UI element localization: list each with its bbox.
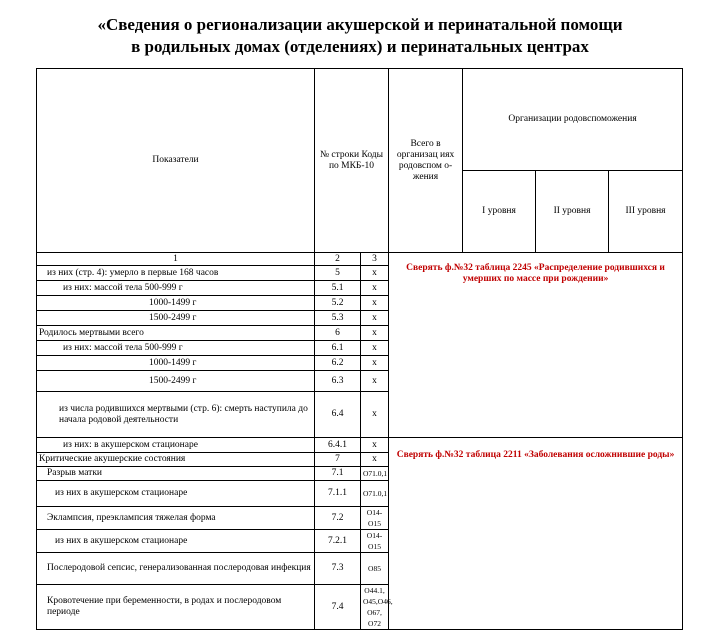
table-row-label: Послеродовой сепсис, генерализованная послеродовая инфекция bbox=[37, 553, 315, 585]
table-row-label: из них: в акушерском стационаре bbox=[37, 438, 315, 453]
table-row-code: х bbox=[361, 392, 389, 438]
table-row-code: О14-О15 bbox=[361, 530, 389, 553]
table-row-label: из них в акушерском стационаре bbox=[37, 530, 315, 553]
table-row-code: х bbox=[361, 281, 389, 296]
table-row-code: О44.1, О45,О46, О67, О72 bbox=[361, 585, 389, 630]
table-row-number: 7.2 bbox=[315, 507, 361, 530]
table-row-number: 5.1 bbox=[315, 281, 361, 296]
table-row-number: 7.4 bbox=[315, 585, 361, 630]
header-icd-codes: Коды по МКБ-10 bbox=[328, 149, 384, 171]
table-row-label: Кровотечение при беременности, в родах и послеродовом периоде bbox=[37, 585, 315, 630]
table-row-number: 6.2 bbox=[315, 356, 361, 371]
table-row-code: О85 bbox=[361, 553, 389, 585]
table-row-label: из них: массой тела 500-999 г bbox=[37, 341, 315, 356]
table-row-number: 7.1 bbox=[315, 467, 361, 481]
table-row-label: Критические акушерские состояния bbox=[37, 453, 315, 467]
table-row-number: 6.4 bbox=[315, 392, 361, 438]
table-row-label: Разрыв матки bbox=[37, 467, 315, 481]
table-row-code: х bbox=[361, 311, 389, 326]
table-row-label: из них (стр. 4): умерло в первые 168 часов bbox=[37, 266, 315, 281]
document-title-line-1: «Сведения о регионализации акушерской и перинатальной помощи bbox=[97, 15, 623, 34]
table-row-number: 7.2.1 bbox=[315, 530, 361, 553]
table-row-number: 5.3 bbox=[315, 311, 361, 326]
table-row-number: 6.1 bbox=[315, 341, 361, 356]
document-title-line-2: в родильных домах (отделениях) и перинатальных центрах bbox=[131, 37, 589, 56]
note-form-32-table-2211: Сверять ф.№32 таблица 2211 «Заболевания осложнившие роды» bbox=[389, 438, 683, 630]
table-row-label: Эклампсия, преэклампсия тяжелая форма bbox=[37, 507, 315, 530]
column-number-3: 3 bbox=[361, 253, 389, 266]
table-row-number: 6.3 bbox=[315, 371, 361, 392]
table-row-code: х bbox=[361, 341, 389, 356]
table-row-code: х bbox=[361, 296, 389, 311]
table-row-label: 1000-1499 г bbox=[37, 356, 315, 371]
header-level-1: I уровня bbox=[463, 171, 536, 253]
table-row-number: 7.1.1 bbox=[315, 481, 361, 507]
header-level-2: II уровня bbox=[536, 171, 609, 253]
table-row-code: х bbox=[361, 453, 389, 467]
table-row-number: 7 bbox=[315, 453, 361, 467]
table-row-number: 6.4.1 bbox=[315, 438, 361, 453]
header-row-number-and-codes bbox=[315, 69, 389, 253]
table-row-number: 7.3 bbox=[315, 553, 361, 585]
header-row-number: № строки bbox=[319, 149, 360, 160]
column-number-2: 2 bbox=[315, 253, 361, 266]
table-row-label: Родилось мертвыми всего bbox=[37, 326, 315, 341]
table-row-label: из них в акушерском стационаре bbox=[37, 481, 315, 507]
column-number-1: 1 bbox=[37, 253, 315, 266]
table-row-label: из них: массой тела 500-999 г bbox=[37, 281, 315, 296]
table-row-code: х bbox=[361, 266, 389, 281]
table-row-label: из числа родившихся мертвыми (стр. 6): смерть наступила до начала родовой деятельности bbox=[37, 392, 315, 438]
header-indicators: Показатели bbox=[37, 69, 315, 253]
note-form-32-table-2245: Сверять ф.№32 таблица 2245 «Распределение родившихся и умерших по массе при рождении» bbox=[389, 253, 683, 438]
table-row-label: 1500-2499 г bbox=[37, 371, 315, 392]
table-row-code: х bbox=[361, 438, 389, 453]
header-level-3: III уровня bbox=[609, 171, 683, 253]
table-row-code: х bbox=[361, 356, 389, 371]
table-row-code: х bbox=[361, 371, 389, 392]
table-row-label: 1000-1499 г bbox=[37, 296, 315, 311]
header-total: Всего в организац иях родовспом о-жения bbox=[389, 69, 463, 253]
regionalization-table bbox=[36, 68, 683, 630]
table-row-code: О14-О15 bbox=[361, 507, 389, 530]
table-row-number: 6 bbox=[315, 326, 361, 341]
table-row-code: О71.0,1 bbox=[361, 481, 389, 507]
table-row-code: х bbox=[361, 326, 389, 341]
table-row-number: 5 bbox=[315, 266, 361, 281]
table-row-number: 5.2 bbox=[315, 296, 361, 311]
table-row-label: 1500-2499 г bbox=[37, 311, 315, 326]
table-row-code: О71.0,1 bbox=[361, 467, 389, 481]
header-organizations: Организации родовспоможения bbox=[463, 69, 683, 171]
